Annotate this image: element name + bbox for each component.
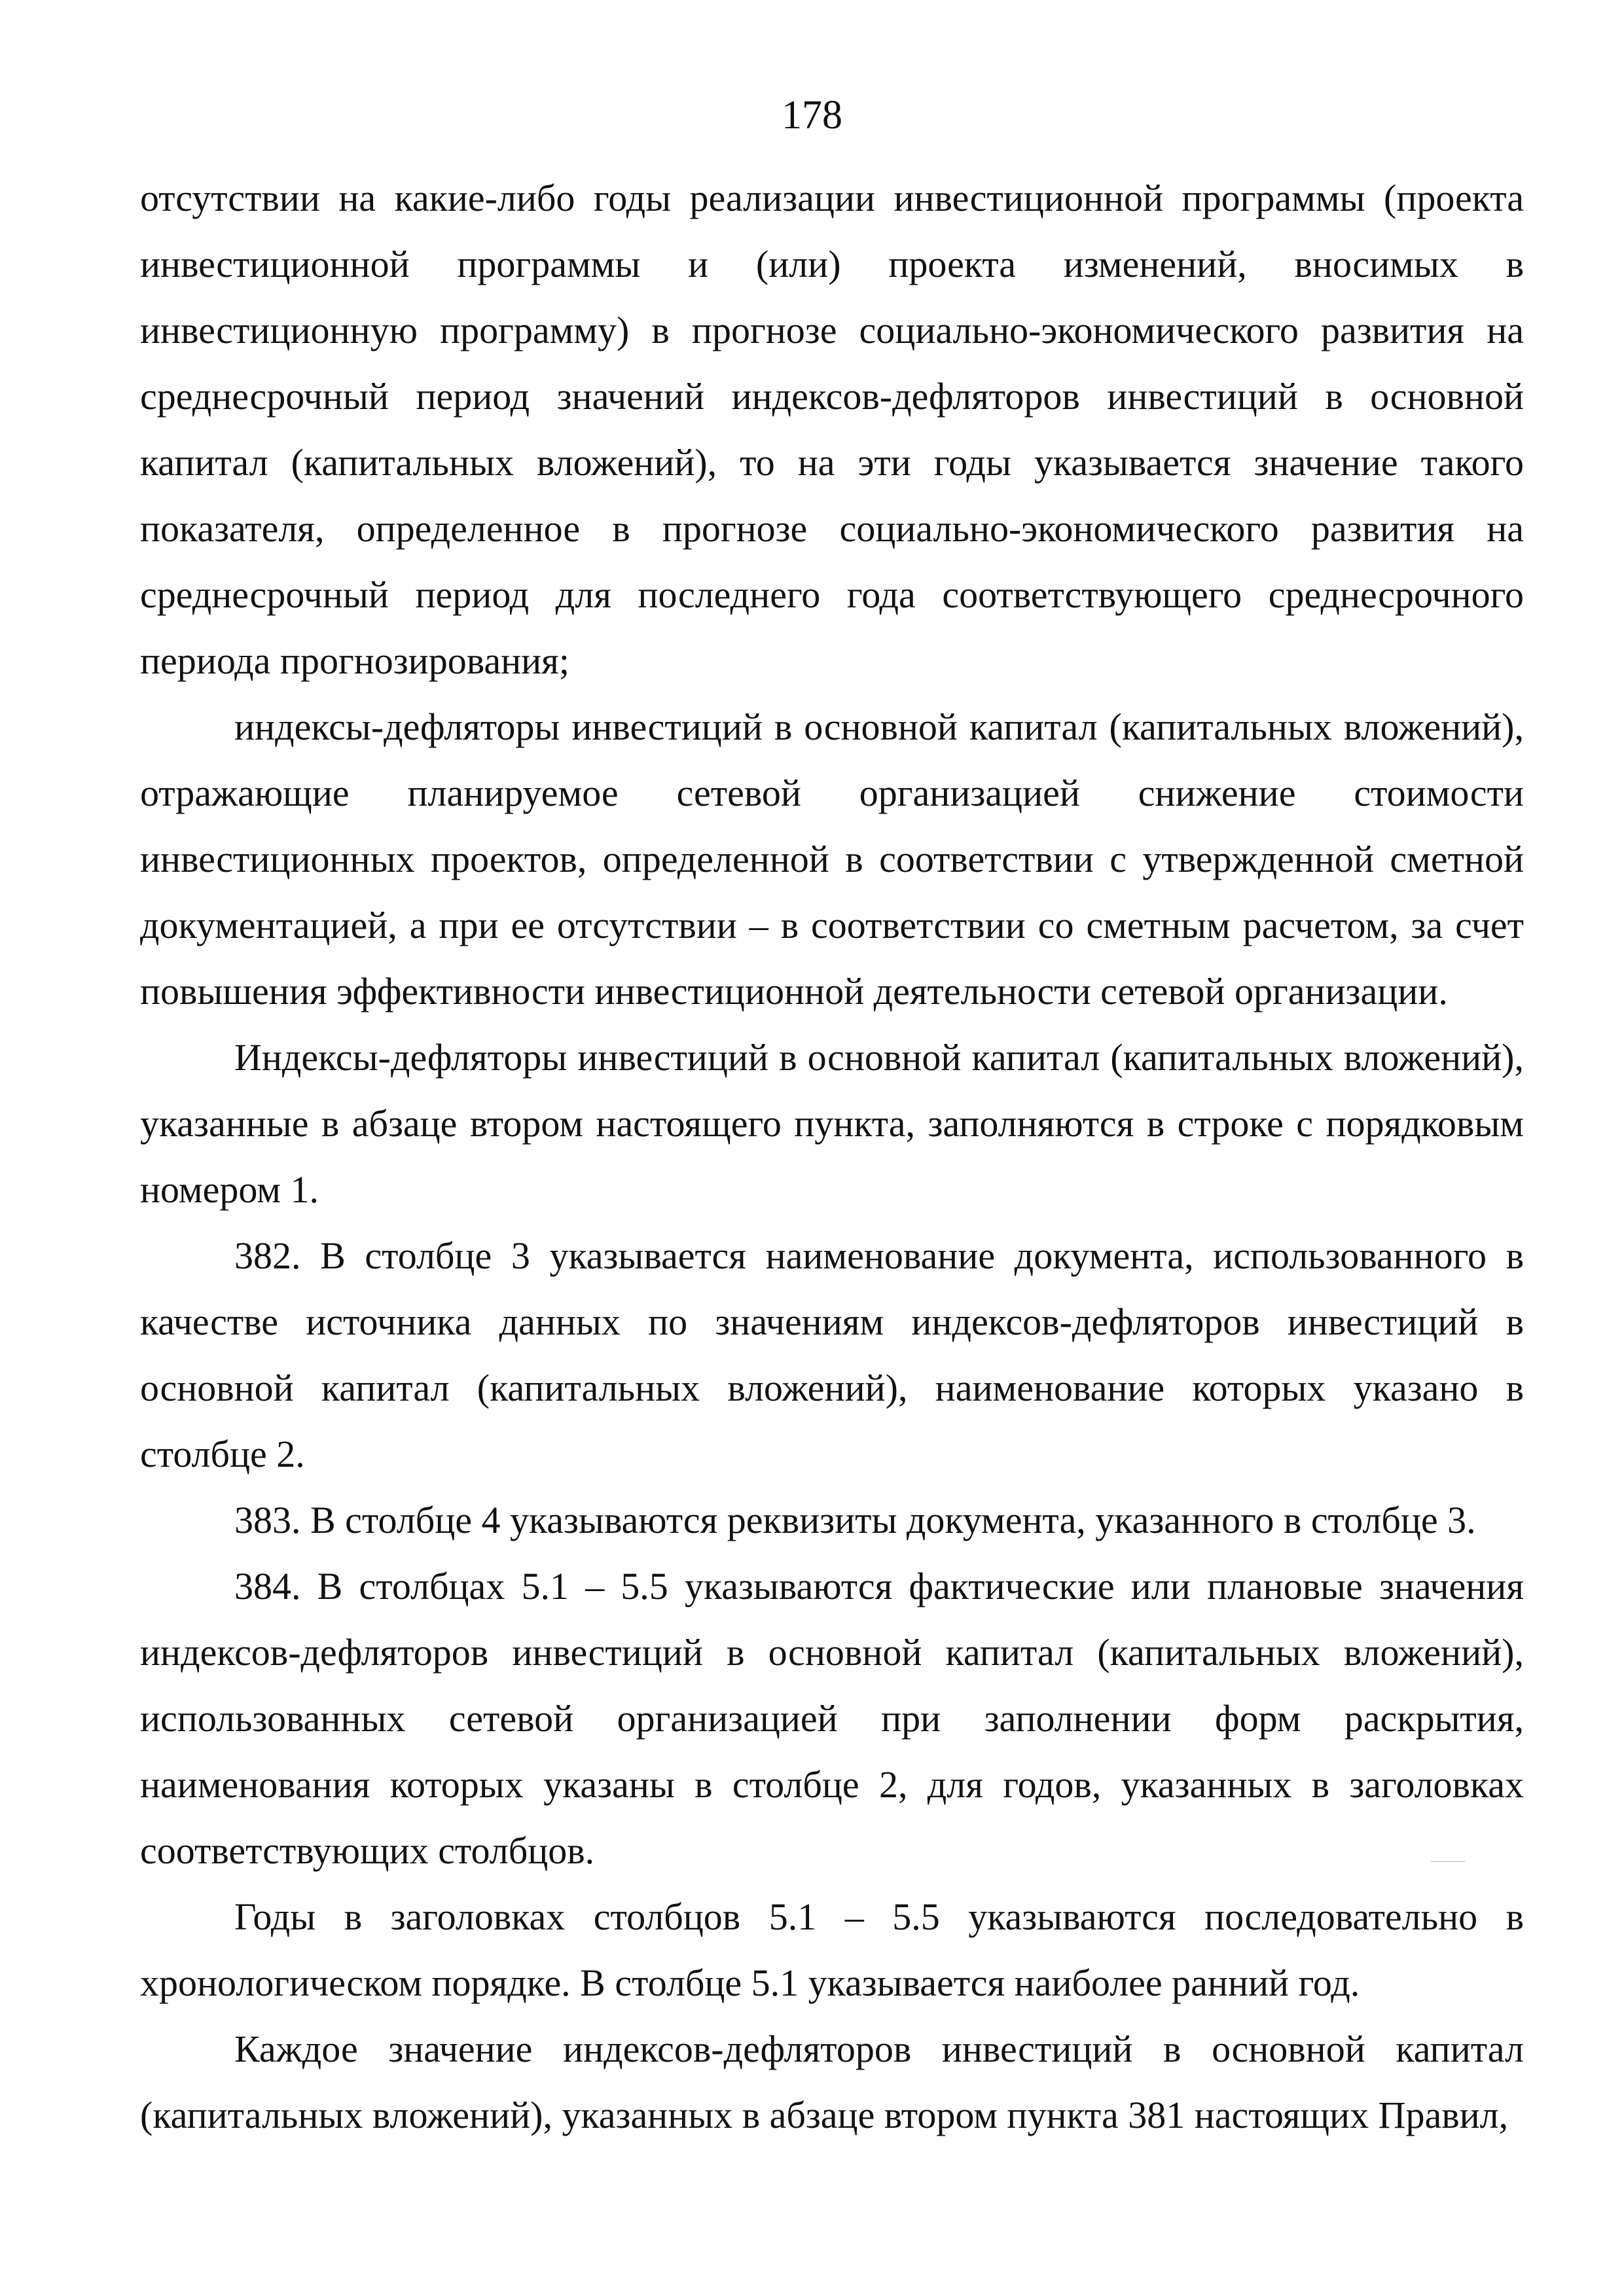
scan-artifact-line: [1431, 1861, 1465, 1862]
paragraph-item-383: 383. В столбце 4 указываются реквизиты документа, указанного в столбце 3.: [234, 1499, 1476, 1541]
paragraph-years-order: Годы в заголовках столбцов 5.1 – 5.5 указываются последовательно в хронологическом порядке. В столбце 5.1 указывается наиболее ранний год.: [140, 1895, 1524, 2004]
document-body: [140, 165, 1524, 2148]
paragraph-continuation: отсутствии на какие-либо годы реализации инвестиционной программы (проекта инвестиционной программы и (или) проекта изменений, вносимых в инвестиционную программу) в прогнозе социально-экономического развития на среднесрочный период значений индексов-дефляторов инвестиций в основной капитал (капитальных вложений), то на эти годы указывается значение такого показателя, определенное в прогнозе социально-экономического развития на среднесрочный период для последнего года соответствующего среднесрочного периода прогнозирования;: [140, 177, 1524, 682]
paragraph-item-384: 384. В столбцах 5.1 – 5.5 указываются фактические или плановые значения индексов-дефляторов инвестиций в основной капитал (капитальных вложений), использованных сетевой организацией при заполнении форм раскрытия, наименования которых указаны в столбце 2, для годов, указанных в заголовках соответствующих столбцов.: [140, 1565, 1524, 1872]
paragraph-deflator-indexes: индексы-дефляторы инвестиций в основной капитал (капитальных вложений), отражающие планируемое сетевой организацией снижение стоимости инвестиционных проектов, определенной в соответствии с утвержденной сметной документацией, а при ее отсутствии – в соответствии со сметным расчетом, за счет повышения эффективности инвестиционной деятельности сетевой организации.: [140, 706, 1524, 1013]
paragraph-row-one-note: Индексы-дефляторы инвестиций в основной капитал (капитальных вложений), указанные в абзаце втором настоящего пункта, заполняются в строке с порядковым номером 1.: [140, 1036, 1524, 1211]
page-number: 178: [782, 93, 842, 137]
paragraph-item-382: 382. В столбце 3 указывается наименование документа, использованного в качестве источника данных по значениям индексов-дефляторов инвестиций в основной капитал (капитальных вложений), наименование которых указано в столбце 2.: [140, 1234, 1524, 1475]
paragraph-each-value: Каждое значение индексов-дефляторов инвестиций в основной капитал (капитальных вложений), указанных в абзаце втором пункта 381 настоящих Правил,: [140, 2028, 1524, 2136]
